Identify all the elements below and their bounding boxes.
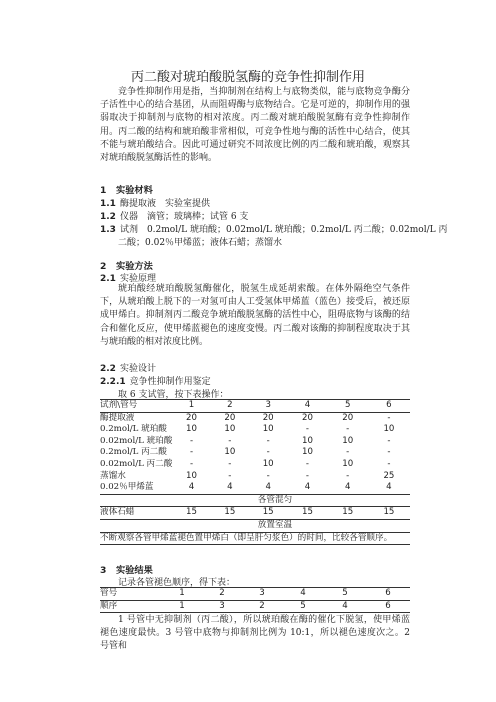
table-cell: 0.02mol/L 琥珀酸	[100, 435, 173, 446]
section-2-2	[100, 361, 156, 374]
section-number: 2	[100, 261, 107, 272]
table-cell: 15	[383, 507, 395, 518]
table-cell: 0.2mol/L 琥珀酸	[100, 424, 167, 435]
section-number: 3	[100, 565, 107, 576]
table-cell: -	[305, 458, 310, 469]
table-cell: 15	[186, 507, 197, 518]
table-cell: 液体石蜡	[100, 507, 135, 518]
table-cell: 10	[224, 447, 236, 458]
table-note-row	[100, 532, 410, 545]
table-cell: 20	[186, 412, 197, 423]
table-row	[100, 424, 410, 436]
table-header-cell: 2	[219, 588, 225, 598]
rest-note: 放置室温	[257, 519, 293, 530]
intro-paragraph: 竞争性抑制作用是指，当抑制剂在结构上与底物类似，能与底物竞争酶分子活性中心的结合基团，从而阻碍酶与底物结合。它是可逆的，抑制作用的强弱取决于抑制剂与底物的相对浓度。丙二酸对琥珀酸脱氢酶有竞争性抑制作用。丙二酸的结构和琥珀酸非常相似，可竞争性地与酶的活性中心结合，使其不能与琥珀酸结合。因此可通过研究不同浓度比例的丙二酸和琥珀酸，观察其对琥珀酸脱氢酶活性的影响。	[100, 87, 410, 164]
section-number: 1.2	[100, 212, 116, 222]
table-header-cell: 3	[259, 588, 265, 598]
section-text: 试剂 0.2mol/L 琥珀酸；0.02mol/L 琥珀酸；0.2mol/L 丙二酸；0.02mol/L 丙	[119, 225, 448, 235]
table-cell: 0.2mol/L 丙二酸	[100, 447, 167, 458]
table-cell: -	[228, 435, 232, 446]
section-2-2-1	[100, 374, 211, 387]
section-1-3-cont: 二酸；0.02％甲烯蓝；液体石蜡；蒸馏水	[118, 238, 283, 248]
table-row	[100, 412, 410, 424]
table-cell: 10	[342, 435, 354, 446]
table-cell: 10	[302, 435, 313, 446]
table-cell: 20	[262, 412, 274, 423]
section-text: 实验原理	[119, 274, 156, 284]
table-cell: 4	[227, 482, 233, 493]
table-cell: 10	[383, 424, 395, 435]
take-six-tubes: 取 6 支试管，按下表操作：	[118, 390, 229, 400]
table-cell: -	[228, 470, 232, 481]
table-cell: 1	[179, 600, 185, 611]
table-note-row	[100, 519, 410, 532]
table-cell: 蒸馏水	[100, 470, 126, 481]
table-cell: 10	[186, 424, 197, 435]
section-number: 2.1	[100, 274, 116, 284]
table-cell: 20	[224, 412, 236, 423]
table-cell: 15	[224, 507, 236, 518]
observe-note: 不断观察各管甲烯蓝褪色置甲烯白（即呈肝匀浆色）的时间，比较各管顺序。	[100, 532, 393, 543]
table-cell: 10	[342, 458, 354, 469]
section-number: 1.3	[100, 225, 116, 235]
section-2-heading	[100, 258, 153, 272]
table-cell: 10	[186, 470, 197, 481]
section-title: 实验方法	[116, 261, 153, 272]
table-cell: 10	[262, 424, 274, 435]
result-table	[100, 587, 410, 613]
table-cell: 20	[342, 412, 354, 423]
table-cell: 4	[304, 482, 311, 493]
table-header-cell: 2	[227, 400, 233, 410]
table-cell: 20	[302, 412, 313, 423]
section-3-heading	[100, 562, 153, 576]
table-cell: -	[189, 435, 194, 446]
table-cell: 25	[383, 470, 395, 481]
table-row	[100, 459, 410, 471]
table-cell: -	[228, 458, 232, 469]
section-text: 竞争性抑制作用鉴定	[129, 377, 211, 387]
section-1-heading	[100, 182, 153, 196]
record-text: 记录各管褪色顺序，得下表：	[118, 578, 236, 588]
table-cell: 4	[265, 482, 271, 493]
table-row	[100, 600, 410, 613]
table-cell: -	[305, 470, 310, 481]
table-cell: -	[305, 424, 310, 435]
section-number: 2.2.1	[100, 377, 126, 387]
section-text: 酶提取液 实验室提供	[119, 199, 210, 209]
table-cell: 0.02％甲烯蓝	[100, 482, 154, 493]
section-text: 仪器 滴管；玻璃棒；试管 6 支	[119, 212, 249, 222]
section-1-2	[100, 209, 248, 222]
table-cell: -	[387, 412, 391, 423]
table-cell: -	[387, 458, 391, 469]
table-row	[100, 507, 410, 520]
table-header-cell: 4	[300, 588, 306, 598]
table-header-cell: 3	[265, 400, 271, 410]
table-cell: -	[346, 424, 350, 435]
table-row	[100, 471, 410, 483]
table-cell: -	[387, 435, 391, 446]
table-cell: -	[189, 458, 194, 469]
section-number: 1	[100, 185, 107, 196]
table-header-row	[100, 400, 410, 413]
table-cell: -	[266, 447, 270, 458]
table-header-cell: 4	[304, 400, 311, 410]
table-cell: 5	[300, 600, 306, 611]
section-title: 实验材料	[116, 185, 153, 196]
table-cell: 3	[219, 600, 225, 611]
section-1-3	[100, 222, 447, 235]
table-cell: 0.02mol/L 丙二酸	[100, 458, 173, 469]
section-number: 1.1	[100, 199, 116, 209]
table-header-cell: 5	[344, 400, 351, 410]
table-cell: 15	[302, 507, 313, 518]
table-header-cell: 1	[188, 400, 195, 410]
table-note-row	[100, 494, 410, 507]
table-cell: 4	[188, 482, 195, 493]
table-cell: 10	[224, 424, 236, 435]
table-cell: -	[346, 470, 350, 481]
table-header-cell: 试剂\管号	[100, 400, 138, 410]
table-row	[100, 447, 410, 459]
principle-paragraph: 琥珀酸经琥珀酸脱氢酶催化，脱氢生成延胡索酸。在体外隔绝空气条件下，从琥珀酸上脱下的一对氢可由人工受氢体甲烯蓝（蓝色）接受后，被还原成甲烯白。抑制剂丙二酸竞争琥珀酸脱氢酶的活性中心，阻碍底物与该酶的结合和催化反应，使甲烯蓝褪色的速度变慢。丙二酸对该酶的抑制程度取决于其与琥珀酸的相对浓度比例。	[100, 284, 410, 347]
table-cell: 4	[342, 600, 348, 611]
table-cell: 10	[302, 447, 313, 458]
result-paragraph: 1 号管中无抑制剂（丙二酸），所以琥珀酸在酶的催化下脱氢，使甲烯蓝褪色速度最快。3 号管中底物与抑制剂比例为 10:1，所以褪色速度次之。2 号管和	[100, 615, 410, 652]
document-title: 丙二酸对琥珀酸脱氢酶的竞争性抑制作用	[130, 70, 365, 85]
table-cell: 10	[262, 458, 274, 469]
table-cell: 4	[344, 482, 351, 493]
table-cell: 15	[342, 507, 354, 518]
table-header-cell: 6	[386, 400, 392, 410]
procedure-table	[100, 399, 410, 545]
table-header-cell: 5	[342, 588, 348, 598]
table-cell: 15	[262, 507, 274, 518]
table-cell: -	[266, 435, 270, 446]
table-row	[100, 436, 410, 448]
table-cell: 酶提取液	[100, 412, 135, 423]
table-cell: -	[266, 470, 270, 481]
section-text: 实验设计	[119, 364, 156, 374]
table-row	[100, 482, 410, 494]
table-header-cell: 6	[385, 588, 391, 598]
table-cell: 4	[386, 482, 392, 493]
table-cell: 2	[259, 600, 265, 611]
table-header-cell: 1	[179, 588, 185, 598]
table-cell: 6	[385, 600, 391, 611]
table-header-row	[100, 588, 410, 601]
table-cell: -	[346, 447, 350, 458]
table-header-cell: 管号	[100, 588, 118, 598]
table-cell: 顺序	[100, 600, 118, 611]
mix-note: 各管混匀	[257, 494, 293, 505]
table-cell: -	[387, 447, 391, 458]
section-title: 实验结果	[116, 565, 153, 576]
section-1-1	[100, 196, 210, 209]
section-number: 2.2	[100, 364, 116, 374]
table-cell: -	[189, 447, 194, 458]
